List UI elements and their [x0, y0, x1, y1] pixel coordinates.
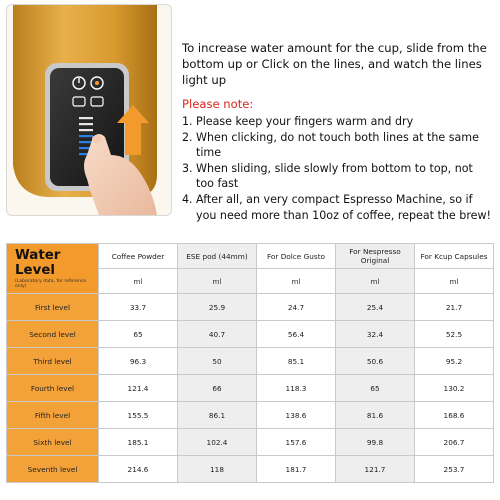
level-label: Fifth level: [7, 402, 99, 429]
level-label: Sixth level: [7, 429, 99, 456]
level-line: [79, 123, 93, 125]
column-header: For Dolce Gusto: [257, 244, 336, 269]
note-number: 3.: [182, 161, 193, 175]
level-line: [79, 129, 93, 131]
table-cell: 65: [99, 321, 178, 348]
table-cell: 99.8: [336, 429, 415, 456]
note-text: Please keep your fingers warm and dry: [196, 115, 414, 128]
table-subtitle: (Laboratory data, for reference only): [15, 279, 87, 289]
table-cell: 85.1: [257, 348, 336, 375]
table-cell: 121.4: [99, 375, 178, 402]
table-cell: 206.7: [415, 429, 494, 456]
note-title: Please note:: [182, 97, 254, 111]
table-cell: 81.6: [336, 402, 415, 429]
note-text: After all, an very compact Espresso Machine, so if you need more than 10oz of coffee, repeat the brew!: [196, 192, 491, 222]
table-cell: 24.7: [257, 294, 336, 321]
table-cell: 118: [178, 456, 257, 483]
machine-illustration: [7, 5, 171, 215]
note-list: [182, 114, 494, 223]
table-cell: 50.6: [336, 348, 415, 375]
unit-cell: ml: [257, 269, 336, 294]
table-title: Water Level: [15, 248, 61, 278]
note-item: [182, 192, 494, 223]
note-item: [182, 130, 494, 161]
column-header: Coffee Powder: [99, 244, 178, 269]
level-label: Seventh level: [7, 456, 99, 483]
level-line: [79, 117, 93, 119]
table-cell: 21.7: [415, 294, 494, 321]
table-row: [7, 321, 494, 348]
instructions: [182, 40, 494, 223]
table-cell: 118.3: [257, 375, 336, 402]
table-cell: 66: [178, 375, 257, 402]
table-cell: 65: [336, 375, 415, 402]
table-cell: 96.3: [99, 348, 178, 375]
table-cell: 32.4: [336, 321, 415, 348]
water-level-table: [6, 243, 494, 483]
table-cell: 102.4: [178, 429, 257, 456]
column-header: For Kcup Capsules: [415, 244, 494, 269]
table-cell: 121.7: [336, 456, 415, 483]
table-cell: 155.5: [99, 402, 178, 429]
level-label: First level: [7, 294, 99, 321]
unit-cell: ml: [415, 269, 494, 294]
table-cell: 40.7: [178, 321, 257, 348]
note-text: When sliding, slide slowly from bottom to top, not too fast: [196, 161, 473, 191]
note-item: [182, 161, 494, 192]
table-row: [7, 294, 494, 321]
fingernail: [92, 135, 102, 143]
table-cell: 25.4: [336, 294, 415, 321]
instruction-lead: To increase water amount for the cup, slide from the bottom up or Click on the lines, and watch the lines light up: [182, 41, 487, 87]
level-label: Fourth level: [7, 375, 99, 402]
table-cell: 25.9: [178, 294, 257, 321]
note-number: 4.: [182, 192, 193, 206]
table-row: [7, 402, 494, 429]
table-cell: 130.2: [415, 375, 494, 402]
level-label: Second level: [7, 321, 99, 348]
level-line-lit: [79, 141, 93, 143]
table-cell: 185.1: [99, 429, 178, 456]
unit-cell: ml: [178, 269, 257, 294]
product-photo: [6, 4, 172, 216]
table-cell: 86.1: [178, 402, 257, 429]
table-cell: 181.7: [257, 456, 336, 483]
table-cell: 95.2: [415, 348, 494, 375]
table-row: [7, 348, 494, 375]
table-header-row: [7, 244, 494, 269]
table-cell: 214.6: [99, 456, 178, 483]
level-label: Third level: [7, 348, 99, 375]
table-cell: 56.4: [257, 321, 336, 348]
table-cell: 138.6: [257, 402, 336, 429]
table-row: [7, 429, 494, 456]
table-body: [7, 294, 494, 483]
table-cell: 253.7: [415, 456, 494, 483]
table-cell: 157.6: [257, 429, 336, 456]
unit-cell: ml: [336, 269, 415, 294]
table-cell: 33.7: [99, 294, 178, 321]
note-number: 2.: [182, 130, 193, 144]
unit-cell: ml: [99, 269, 178, 294]
column-header: For Nespresso Original: [336, 244, 415, 269]
note-text: When clicking, do not touch both lines at the same time: [196, 130, 479, 160]
column-header: ESE pod (44mm): [178, 244, 257, 269]
level-line-lit: [79, 135, 93, 137]
table-cell: 50: [178, 348, 257, 375]
table-title-cell: [7, 244, 99, 294]
table-cell: 52.5: [415, 321, 494, 348]
note-item: [182, 114, 494, 130]
table-row: [7, 375, 494, 402]
table-row: [7, 456, 494, 483]
note-number: 1.: [182, 115, 193, 128]
table-cell: 168.6: [415, 402, 494, 429]
